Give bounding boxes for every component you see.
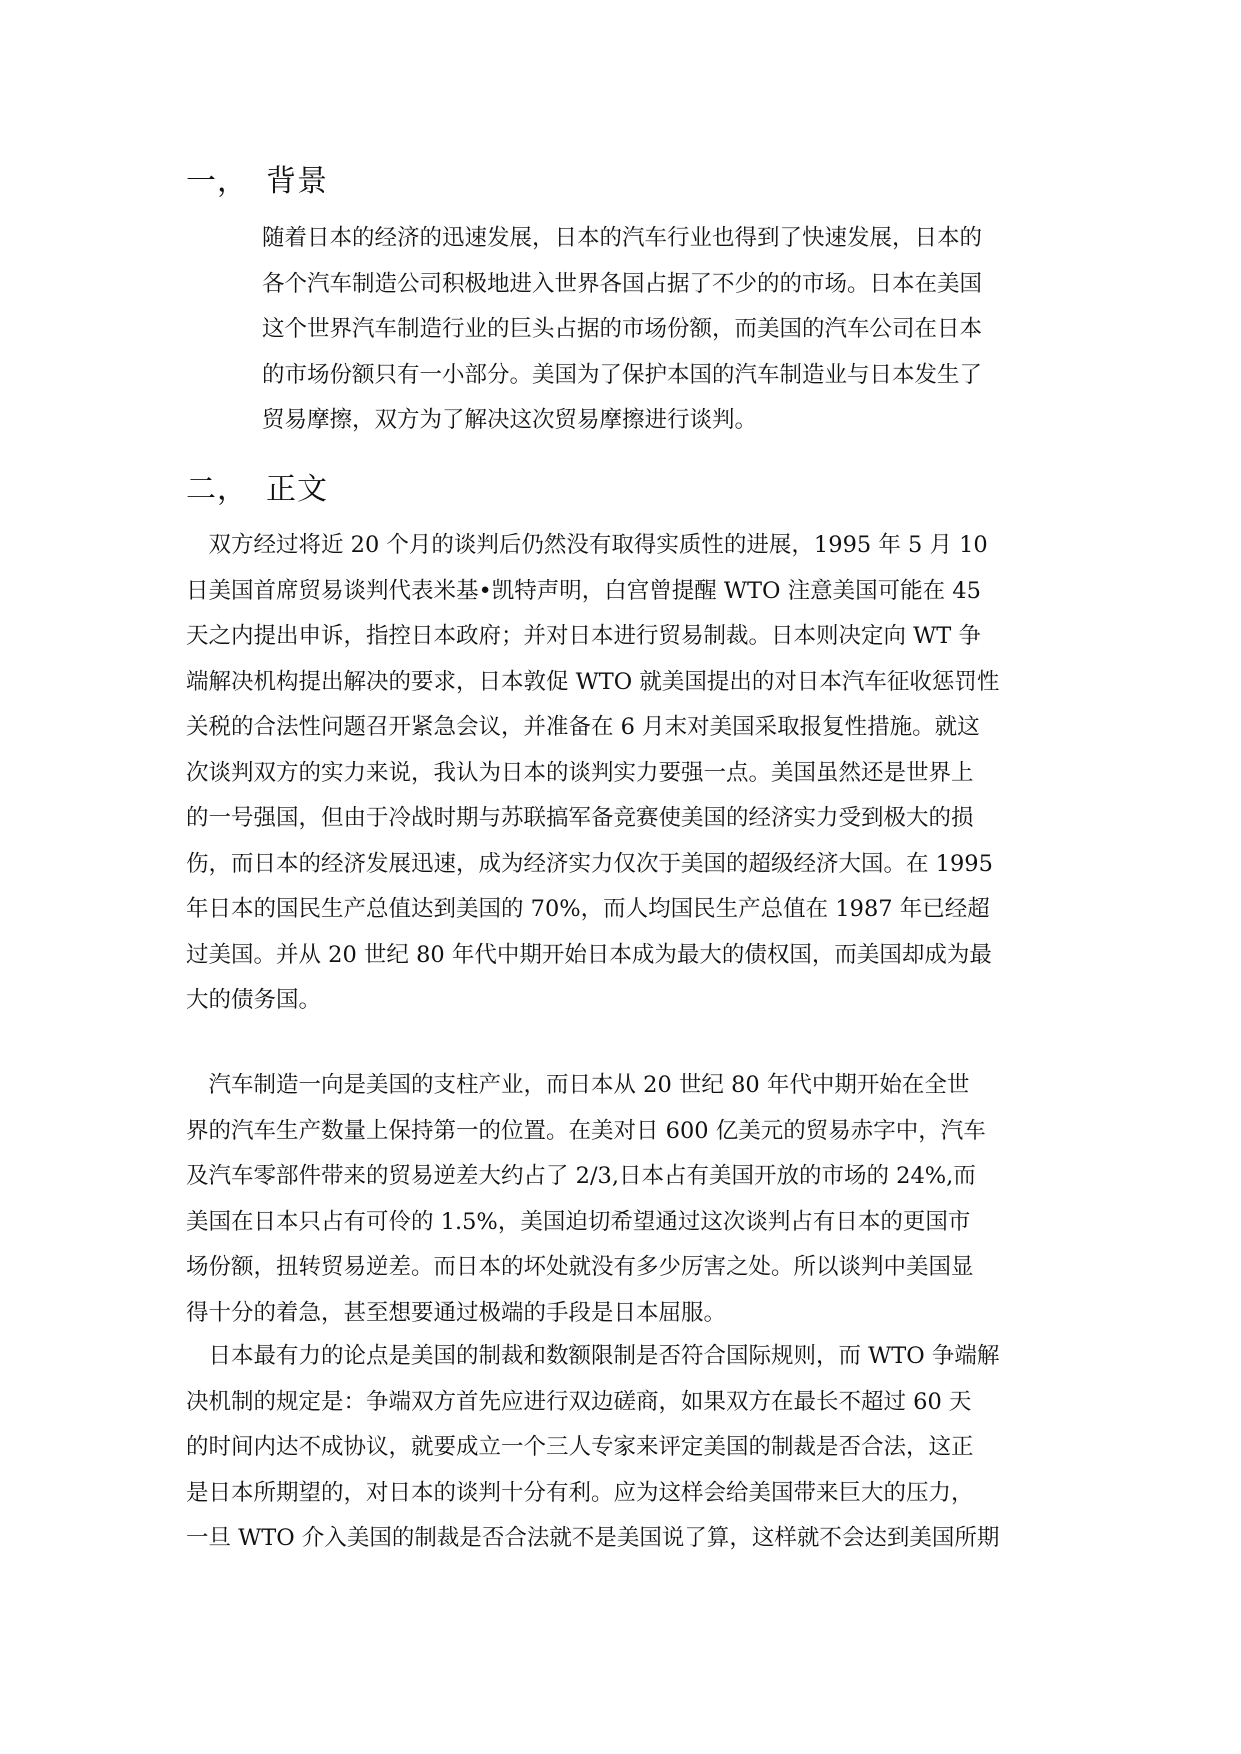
text-line: 美国在日本只占有可伶的 1.5%，美国迫切希望通过这次谈判占有日本的更国市 <box>186 1208 971 1235</box>
body-paragraph-2 <box>186 1063 1052 1336</box>
text-line: 随着日本的经济的迅速发展，日本的汽车行业也得到了快速发展，日本的 <box>262 225 983 251</box>
text-line: 得十分的着急，甚至想要通过极端的手段是日本屈服。 <box>186 1299 727 1326</box>
text-line: 的市场份额只有一小部分。美国为了保护本国的汽车制造业与日本发生了 <box>262 361 983 388</box>
text-line: 次谈判双方的实力来说，我认为日本的谈判实力要强一点。美国虽然还是世界上 <box>186 759 974 786</box>
text-line: 各个汽车制造公司积极地进入世界各国占据了不少的的市场。日本在美国 <box>262 270 983 297</box>
text-line: 的一号强国，但由于冷战时期与苏联搞军备竞赛使美国的经济实力受到极大的损 <box>186 805 974 831</box>
text-line: 双方经过将近 20 个月的谈判后仍然没有取得实质性的进展，1995 年 5 月 10 <box>186 532 988 558</box>
section-title: 背景 <box>266 164 328 199</box>
text-line: 过美国。并从 20 世纪 80 年代中期开始日本成为最大的债权国，而美国却成为最 <box>186 941 992 968</box>
body-paragraph-3 <box>186 1334 1052 1562</box>
text-line: 端解决机构提出解决的要求，日本敦促 WTO 就美国提出的对日本汽车征收惩罚性 <box>186 668 1000 695</box>
body-paragraph-1 <box>186 523 1052 1024</box>
text-line: 天之内提出申诉，指控日本政府；并对日本进行贸易制裁。日本则决定向 WT 争 <box>186 623 981 649</box>
section-heading-main-text <box>186 470 328 510</box>
text-line: 一旦 WTO 介入美国的制裁是否合法就不是美国说了算，这样就不会达到美国所期 <box>186 1525 1000 1551</box>
background-paragraph <box>262 216 1052 444</box>
text-line: 日本最有力的论点是美国的制裁和数额限制是否符合国际规则，而 WTO 争端解 <box>186 1343 1000 1369</box>
text-line: 界的汽车生产数量上保持第一的位置。在美对日 600 亿美元的贸易赤字中，汽车 <box>186 1117 986 1144</box>
text-line: 大的债务国。 <box>186 987 322 1013</box>
text-line: 汽车制造一向是美国的支柱产业，而日本从 20 世纪 80 年代中期开始在全世 <box>186 1072 970 1098</box>
text-line: 场份额，扭转贸易逆差。而日本的坏处就没有多少厉害之处。所以谈判中美国显 <box>186 1254 974 1280</box>
section-number: 二， <box>186 472 248 507</box>
text-line: 这个世界汽车制造行业的巨头占据的市场份额，而美国的汽车公司在日本 <box>262 316 983 342</box>
text-line: 日美国首席贸易谈判代表米基•凯特声明，白宫曾提醒 WTO 注意美国可能在 45 <box>186 577 981 604</box>
text-line: 伤，而日本的经济发展迅速，成为经济实力仅次于美国的超级经济大国。在 1995 <box>186 850 993 877</box>
text-line: 及汽车零部件带来的贸易逆差大约占了 2/3,日本占有美国开放的市场的 24%,而 <box>186 1163 976 1189</box>
text-line: 决机制的规定是：争端双方首先应进行双边磋商，如果双方在最长不超过 60 天 <box>186 1388 972 1415</box>
section-number: 一， <box>186 164 248 199</box>
text-line: 的时间内达不成协议，就要成立一个三人专家来评定美国的制裁是否合法，这正 <box>186 1434 974 1460</box>
text-line: 贸易摩擦，双方为了解决这次贸易摩擦进行谈判。 <box>262 407 758 433</box>
section-title: 正文 <box>266 472 328 507</box>
section-heading-background <box>186 162 328 202</box>
text-line: 关税的合法性问题召开紧急会议，并准备在 6 月末对美国采取报复性措施。就这 <box>186 714 980 740</box>
text-line: 年日本的国民生产总值达到美国的 70%，而人均国民生产总值在 1987 年已经超 <box>186 896 990 922</box>
text-line: 是日本所期望的，对日本的谈判十分有利。应为这样会给美国带来巨大的压力， <box>186 1479 974 1506</box>
